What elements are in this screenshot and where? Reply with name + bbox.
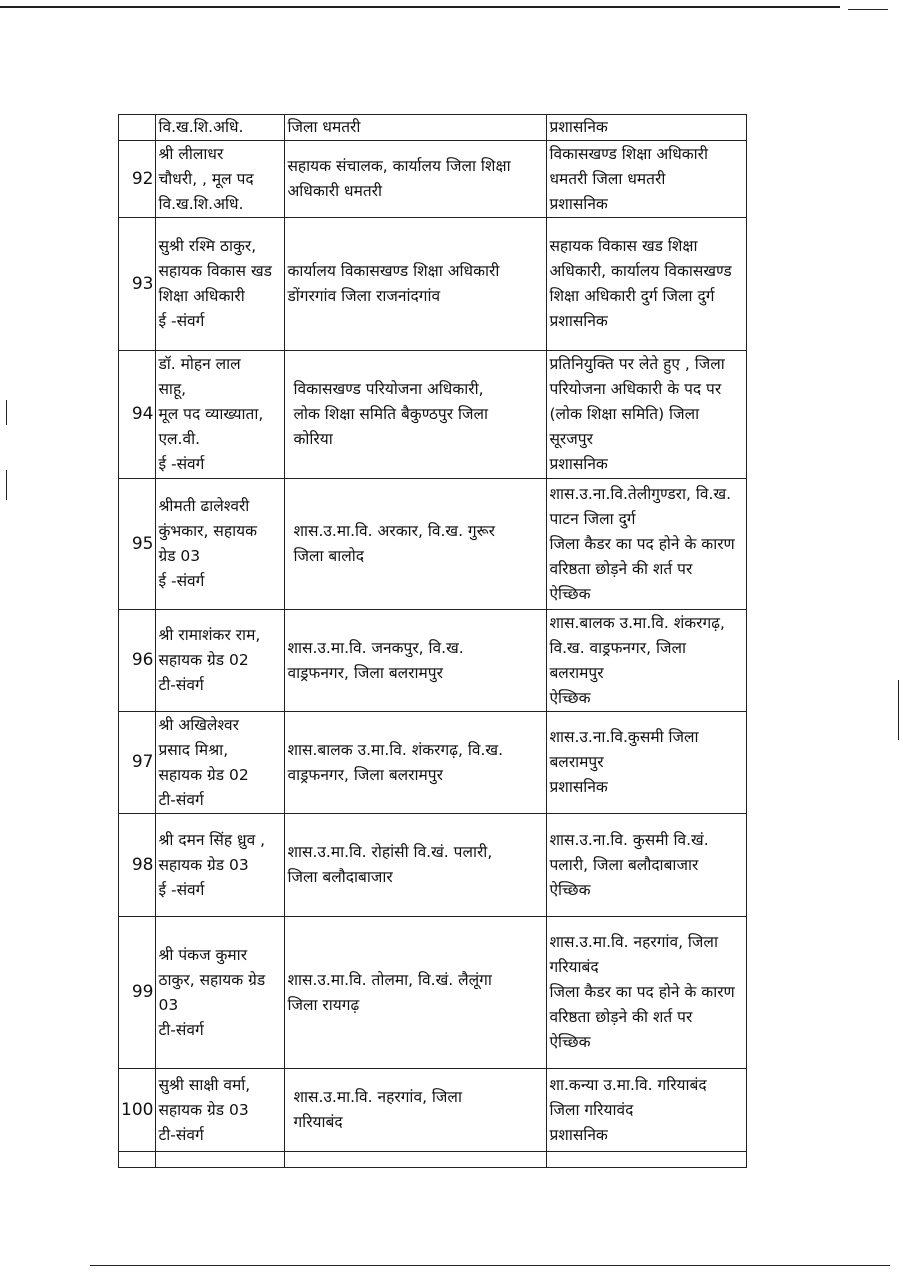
new-posting (547, 1152, 747, 1168)
new-posting: शा.कन्या उ.मा.वि. गरियाबंद जिला गरियावंद प्रशासनिक (547, 1069, 747, 1152)
employee-name (156, 1152, 285, 1168)
new-posting: सहायक विकास खड शिक्षा अधिकारी, कार्यालय विकासखण्ड शिक्षा अधिकारी दुर्ग जिला दुर्ग प्रशासनिक (547, 218, 747, 351)
employee-name: श्री दमन सिंह ध्रुव , सहायक ग्रेड 03 ई -संवर्ग (156, 814, 285, 917)
new-posting: शास.उ.ना.वि.कुसमी जिला बलरामपुर प्रशासनिक (547, 712, 747, 814)
transfer-table (118, 114, 747, 1168)
current-posting: कार्यालय विकासखण्ड शिक्षा अधिकारी डोंगरगांव जिला राजनांदगांव (285, 218, 547, 351)
table-row (119, 712, 747, 814)
table-row (119, 814, 747, 917)
serial-number: 96 (119, 610, 156, 712)
current-posting: शास.बालक उ.मा.वि. शंकरगढ़, वि.ख. वाड्रफनगर, जिला बलरामपुर (285, 712, 547, 814)
current-posting (285, 1152, 547, 1168)
right-edge-mark (898, 680, 899, 740)
new-posting: प्रशासनिक (547, 115, 747, 141)
current-posting: शास.उ.मा.वि. जनकपुर, वि.ख. वाड्रफनगर, जिला बलरामपुर (285, 610, 547, 712)
serial-number: 97 (119, 712, 156, 814)
table-row (119, 115, 747, 141)
table-row (119, 610, 747, 712)
serial-number (119, 1152, 156, 1168)
employee-name: सुश्री रश्मि ठाकुर, सहायक विकास खड शिक्षा अधिकारी ई -संवर्ग (156, 218, 285, 351)
employee-name: श्री लीलाधर चौधरी, , मूल पद वि.ख.शि.अधि. (156, 141, 285, 218)
employee-name: श्री अखिलेश्वर प्रसाद मिश्रा, सहायक ग्रेड 02 टी-संवर्ग (156, 712, 285, 814)
table-row (119, 1152, 747, 1168)
bottom-scan-line (90, 1265, 890, 1266)
new-posting: विकासखण्ड शिक्षा अधिकारी धमतरी जिला धमतरी प्रशासनिक (547, 141, 747, 218)
top-scan-line (0, 6, 840, 8)
employee-name: डॉ. मोहन लाल साहू, मूल पद व्याख्याता, एल.वी. ई -संवर्ग (156, 351, 285, 479)
serial-number: 100 (119, 1069, 156, 1152)
table-row (119, 1069, 747, 1152)
table-row (119, 141, 747, 218)
left-edge-mark-2 (6, 470, 7, 500)
employee-name: श्री पंकज कुमार ठाकुर, सहायक ग्रेड 03 टी-संवर्ग (156, 917, 285, 1069)
employee-name: श्री रामाशंकर राम, सहायक ग्रेड 02 टी-संवर्ग (156, 610, 285, 712)
current-posting: शास.उ.मा.वि. अरकार, वि.ख. गुरूर जिला बालोद (285, 479, 547, 610)
serial-number: 99 (119, 917, 156, 1069)
serial-number: 98 (119, 814, 156, 917)
top-right-scan-mark (848, 9, 888, 10)
new-posting: शास.उ.मा.वि. नहरगांव, जिला गरियाबंद जिला कैडर का पद होने के कारण वरिष्ठता छोड़ने की शर्त पर ऐच्छिक (547, 917, 747, 1069)
table-row (119, 351, 747, 479)
new-posting: शास.उ.ना.वि. कुसमी वि.खं. पलारी, जिला बलौदाबाजार ऐच्छिक (547, 814, 747, 917)
left-edge-mark (6, 400, 7, 425)
employee-name: श्रीमती ढालेश्वरी कुंभकार, सहायक ग्रेड 03 ई -संवर्ग (156, 479, 285, 610)
current-posting: शास.उ.मा.वि. रोहांसी वि.खं. पलारी, जिला बलौदाबाजार (285, 814, 547, 917)
employee-name: सुश्री साक्षी वर्मा, सहायक ग्रेड 03 टी-संवर्ग (156, 1069, 285, 1152)
table-row (119, 917, 747, 1069)
table-row (119, 479, 747, 610)
current-posting: जिला धमतरी (285, 115, 547, 141)
table-row (119, 218, 747, 351)
new-posting: शास.उ.ना.वि.तेलीगुण्डरा, वि.ख. पाटन जिला दुर्ग जिला कैडर का पद होने के कारण वरिष्ठता छोड़ने की शर्त पर ऐच्छिक (547, 479, 747, 610)
current-posting: शास.उ.मा.वि. तोलमा, वि.खं. लैलूंगा जिला रायगढ़ (285, 917, 547, 1069)
employee-name: वि.ख.शि.अधि. (156, 115, 285, 141)
current-posting: शास.उ.मा.वि. नहरगांव, जिला गरियाबंद (285, 1069, 547, 1152)
current-posting: विकासखण्ड परियोजना अधिकारी, लोक शिक्षा समिति बैकुण्ठपुर जिला कोरिया (285, 351, 547, 479)
new-posting: प्रतिनियुक्ति पर लेते हुए , जिला परियोजना अधिकारी के पद पर (लोक शिक्षा समिति) जिला सूरजपुर प्रशासनिक (547, 351, 747, 479)
new-posting: शास.बालक उ.मा.वि. शंकरगढ़, वि.ख. वाड्रफनगर, जिला बलरामपुर ऐच्छिक (547, 610, 747, 712)
current-posting: सहायक संचालक, कार्यालय जिला शिक्षा अधिकारी धमतरी (285, 141, 547, 218)
serial-number: 95 (119, 479, 156, 610)
serial-number: 94 (119, 351, 156, 479)
serial-number (119, 115, 156, 141)
serial-number: 92 (119, 141, 156, 218)
serial-number: 93 (119, 218, 156, 351)
